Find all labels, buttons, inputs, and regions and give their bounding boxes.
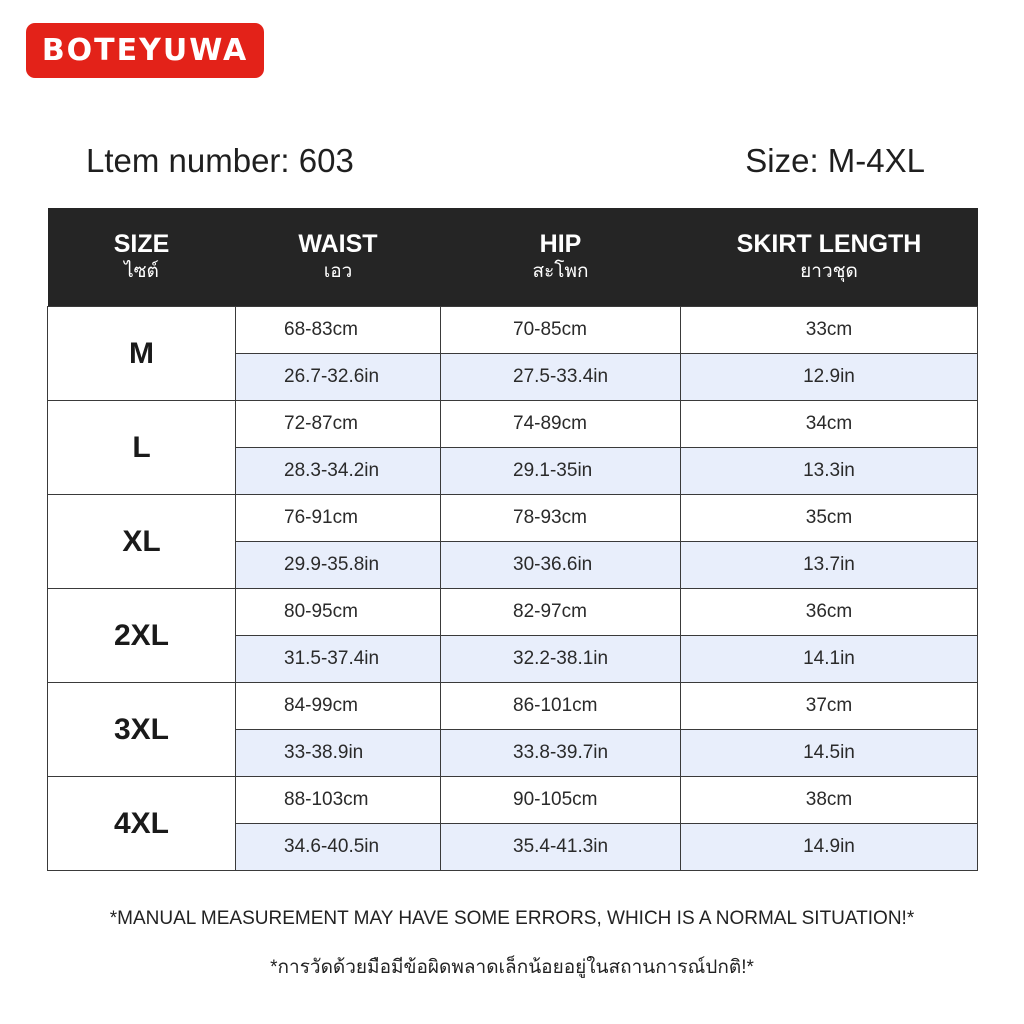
waist-cell: 76-91cm: [236, 495, 441, 542]
length-cell: 14.9in: [681, 824, 978, 871]
column-header-th: สะโพก: [532, 261, 589, 282]
size-cell: M: [48, 307, 236, 401]
size-cell: XL: [48, 495, 236, 589]
column-header-en: HIP: [539, 230, 582, 258]
length-cell: 13.7in: [681, 542, 978, 589]
measurement-note-th: *การวัดด้วยมือมีข้อผิดพลาดเล็กน้อยอยู่ในสถานการณ์ปกติ!*: [270, 957, 754, 978]
waist-cell: 72-87cm: [236, 401, 441, 448]
table-row-cm: [48, 307, 978, 354]
table-row-cm: [48, 401, 978, 448]
size-cell: 2XL: [48, 589, 236, 683]
column-header-th: ยาวชุด: [800, 261, 858, 282]
measurement-note-en: *MANUAL MEASUREMENT MAY HAVE SOME ERRORS, WHICH IS A NORMAL SITUATION!*: [109, 908, 915, 929]
hip-cell: 70-85cm: [441, 307, 681, 354]
hip-cell: 29.1-35in: [441, 448, 681, 495]
waist-cell: 80-95cm: [236, 589, 441, 636]
hip-cell: 33.8-39.7in: [441, 730, 681, 777]
column-header-size: [48, 208, 236, 307]
length-cell: 12.9in: [681, 354, 978, 401]
waist-cell: 88-103cm: [236, 777, 441, 824]
size-cell: 3XL: [48, 683, 236, 777]
hip-cell: 82-97cm: [441, 589, 681, 636]
length-cell: 33cm: [681, 307, 978, 354]
waist-cell: 33-38.9in: [236, 730, 441, 777]
table-row-cm: [48, 589, 978, 636]
length-cell: 14.1in: [681, 636, 978, 683]
waist-cell: 28.3-34.2in: [236, 448, 441, 495]
hip-cell: 78-93cm: [441, 495, 681, 542]
column-header-th: ไซต์: [124, 261, 159, 282]
size-cell: L: [48, 401, 236, 495]
hip-cell: 35.4-41.3in: [441, 824, 681, 871]
waist-cell: 68-83cm: [236, 307, 441, 354]
brand-logo: BOTEYUWA: [26, 23, 264, 78]
size-cell: 4XL: [48, 777, 236, 871]
length-cell: 13.3in: [681, 448, 978, 495]
column-header-skirt-length: [681, 208, 978, 307]
table-row-cm: [48, 777, 978, 824]
length-cell: 34cm: [681, 401, 978, 448]
hip-cell: 32.2-38.1in: [441, 636, 681, 683]
waist-cell: 26.7-32.6in: [236, 354, 441, 401]
column-header-en: SKIRT LENGTH: [736, 230, 922, 258]
length-cell: 38cm: [681, 777, 978, 824]
column-header-hip: [441, 208, 681, 307]
hip-cell: 86-101cm: [441, 683, 681, 730]
length-cell: 14.5in: [681, 730, 978, 777]
size-range: Size: M-4XL: [745, 142, 925, 179]
hip-cell: 30-36.6in: [441, 542, 681, 589]
item-number: Ltem number: 603: [86, 142, 354, 179]
waist-cell: 84-99cm: [236, 683, 441, 730]
length-cell: 37cm: [681, 683, 978, 730]
size-chart-table: [47, 208, 978, 871]
waist-cell: 34.6-40.5in: [236, 824, 441, 871]
length-cell: 35cm: [681, 495, 978, 542]
column-header-en: WAIST: [298, 230, 378, 258]
table-row-cm: [48, 683, 978, 730]
hip-cell: 74-89cm: [441, 401, 681, 448]
column-header-th: เอว: [323, 261, 353, 282]
hip-cell: 27.5-33.4in: [441, 354, 681, 401]
table-header: [48, 208, 978, 307]
waist-cell: 31.5-37.4in: [236, 636, 441, 683]
waist-cell: 29.9-35.8in: [236, 542, 441, 589]
length-cell: 36cm: [681, 589, 978, 636]
header-row: [48, 208, 978, 307]
table-body: [48, 307, 978, 871]
table-row-cm: [48, 495, 978, 542]
column-header-waist: [236, 208, 441, 307]
hip-cell: 90-105cm: [441, 777, 681, 824]
column-header-en: SIZE: [113, 230, 170, 258]
